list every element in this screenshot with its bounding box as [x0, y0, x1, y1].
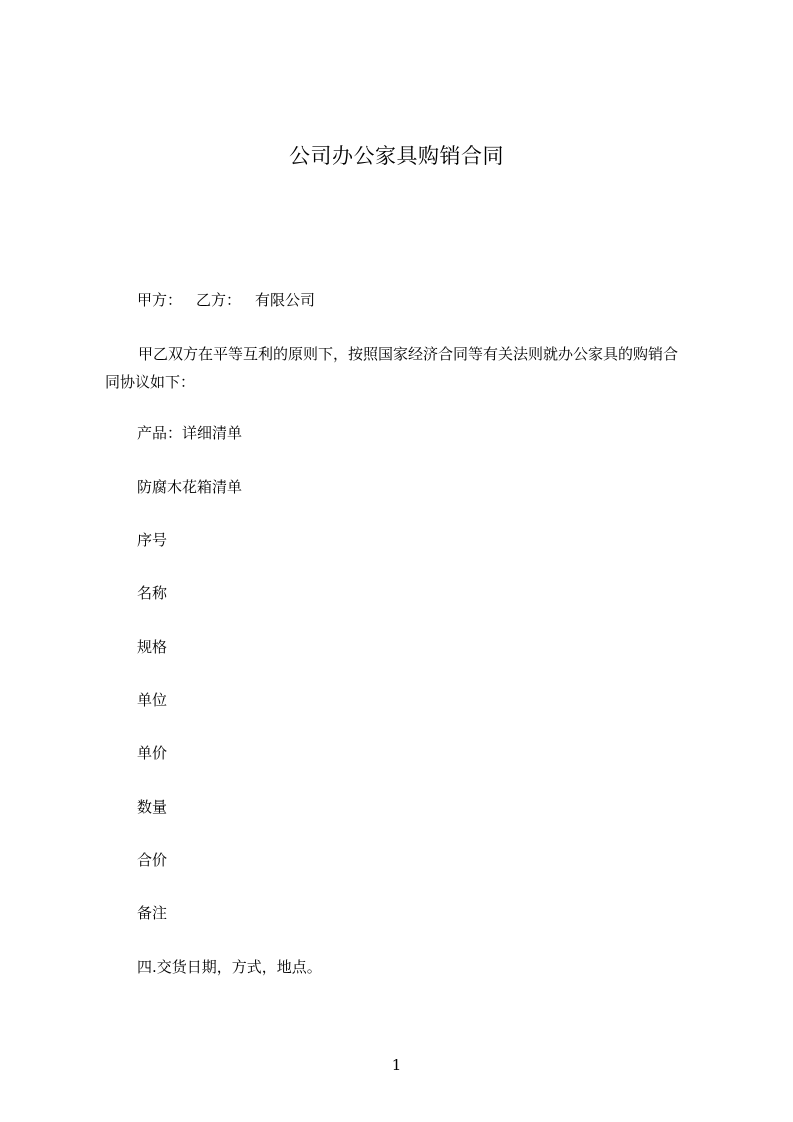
section-delivery-heading: 四.交货日期，方式，地点。: [137, 958, 322, 976]
field-unit: 单位: [137, 691, 168, 709]
party-a-label: 甲方：: [137, 291, 183, 309]
field-remarks: 备注: [137, 904, 168, 922]
field-specification: 规格: [137, 638, 168, 656]
field-name: 名称: [137, 584, 168, 602]
intro-paragraph: 甲乙双方在平等互利的原则下，按照国家经济合同等有关法则就办公家具的购销合同协议如下：: [105, 345, 679, 391]
product-line: 产品：详细清单: [137, 424, 243, 442]
crate-list-heading: 防腐木花箱清单: [137, 478, 243, 496]
field-total-price: 合价: [137, 851, 168, 869]
page-number: 1: [391, 1056, 402, 1074]
field-quantity: 数量: [137, 798, 168, 816]
party-b-label: 乙方：: [196, 291, 242, 309]
field-unit-price: 单价: [137, 744, 168, 762]
document-title: 公司办公家具购销合同: [289, 144, 504, 168]
field-serial-number: 序号: [137, 531, 168, 549]
parties-line: [137, 288, 315, 312]
party-b-company: 有限公司: [255, 291, 316, 309]
